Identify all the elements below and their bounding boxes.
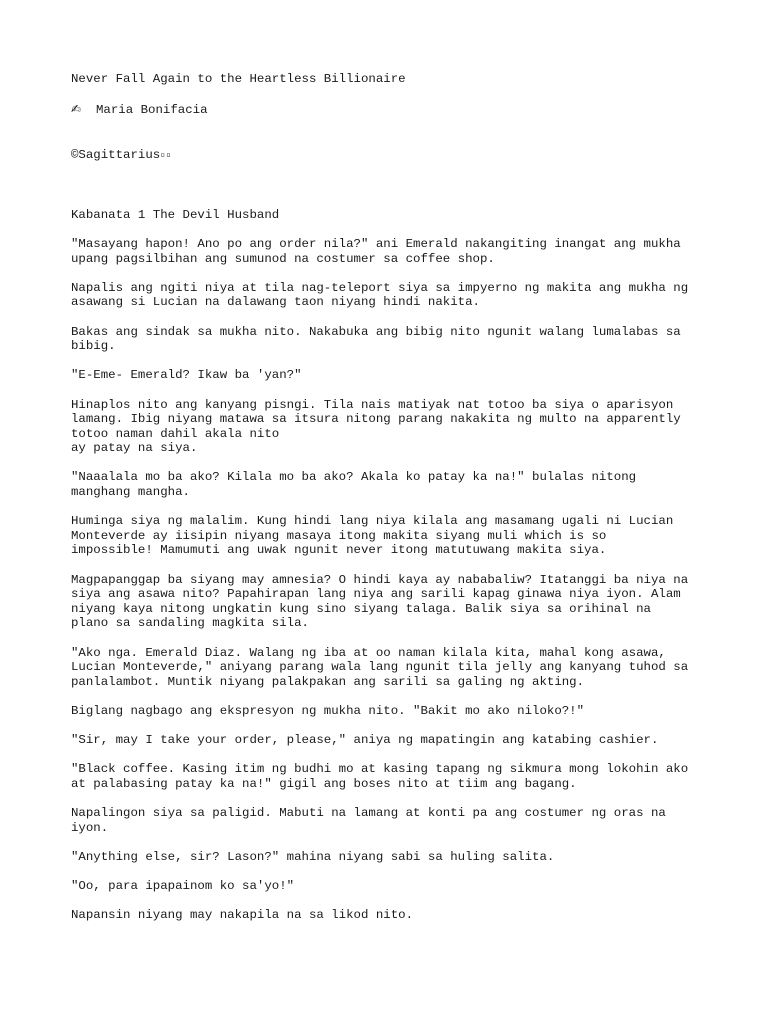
story-paragraphs [71,208,711,923]
story-paragraph: Napalingon siya sa paligid. Mabuti na lamang at konti pa ang costumer ng oras na iyon. [71,806,666,835]
story-paragraph: Huminga siya ng malalim. Kung hindi lang niya kilala ang masamang ugali ni Lucian Monteverde ay iisipin niyang masaya itong makita siyang muli which is so impossible! Mamumuti ang uwak ngunit never itong matutuwang makita siya. [71,514,674,558]
story-paragraph: Hinaplos nito ang kanyang pisngi. Tila nais matiyak nat totoo ba siya o aparisyon lamang. Ibig niyang matawa sa itsura nitong parang nakakita ng multo na apparently totoo naman dahil akala nito ay patay na siya. [71,397,681,456]
story-paragraph: Napansin niyang may nakapila na sa likod nito. [71,908,414,923]
story-paragraph: "Ako nga. Emerald Diaz. Walang ng iba at oo naman kilala kita, mahal kong asawa, Lucian Monteverde," aniyang parang wala lang ngunit tila jelly ang kanyang tuhod sa panlalambot. Muntik niyang palakpakan ang sarili sa galing ng akting. [71,645,689,689]
pen-writing-icon: ✍ [71,102,82,117]
chapter-heading: Kabanata 1 The Devil Husband [71,207,280,222]
story-paragraph: "Masayang hapon! Ano po ang order nila?" ani Emerald nakangiting inangat ang mukha upang pagsilbihan ang sumunod na costumer sa coffee shop. [71,236,681,266]
author-line [71,102,711,118]
story-paragraph: "Naaalala mo ba ako? Kilala mo ba ako? Akala ko patay ka na!" bulalas nitong manghang mangha. [71,470,637,500]
copyright-line [71,148,711,163]
story-paragraph: Magpapanggap ba siyang may amnesia? O hindi kaya ay nababaliw? Itatanggi ba niya na siya ang asawa nito? Papahirapan lang niya ang sarili kapag ginawa niya iyon. Alam niyang kaya nitong ungkatin kung sino siyang talaga. Balik siya sa orihinal na plano sa sandaling magkita sila. [71,572,689,631]
story-paragraph: Bakas ang sindak sa mukha nito. Nakabuka ang bibig nito ngunit walang lumalabas sa bibig. [71,324,681,354]
story-paragraph: "Anything else, sir? Lason?" mahina niyang sabi sa huling salita. [71,849,555,864]
story-paragraph: "Oo, para ipapainom ko sa'yo!" [71,879,295,894]
story-paragraph: "Black coffee. Kasing itim ng budhi mo at kasing tapang ng sikmura mong lokohin ako at palabasing patay ka na!" gigil ang boses nito at tiim ang bagang. [71,762,689,791]
story-paragraph: Biglang nagbago ang ekspresyon ng mukha nito. "Bakit mo ako niloko?!" [71,703,585,718]
missing-glyph-boxes: ▫▫ [160,150,172,160]
document-body [71,72,711,937]
story-paragraph: "E-Eme- Emerald? Ikaw ba 'yan?" [71,368,302,383]
story-paragraph: "Sir, may I take your order, please," aniya ng mapatingin ang katabing cashier. [71,733,659,748]
copyright-text: ©Sagittarius [71,148,161,163]
document-title: Never Fall Again to the Heartless Billionaire [71,72,406,86]
author-name: Maria Bonifacia [96,103,208,118]
story-paragraph: Napalis ang ngiti niya at tila nag-teleport siya sa impyerno ng makita ang mukha ng asawang si Lucian na dalawang taon niyang hindi nakita. [71,280,689,310]
